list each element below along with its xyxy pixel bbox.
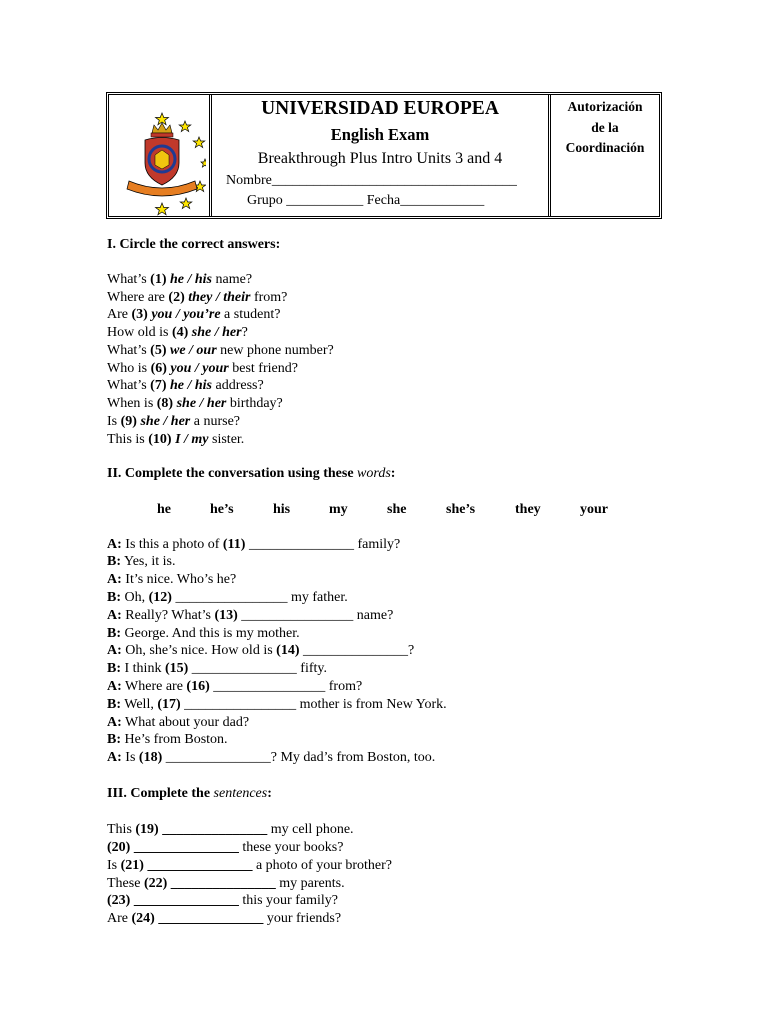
- item-number: (23): [107, 893, 131, 908]
- q-text: What’s: [107, 378, 151, 393]
- speaker: A:: [107, 643, 122, 658]
- speaker: A:: [107, 572, 122, 587]
- question-line: [107, 361, 298, 377]
- sentence-line: [107, 858, 392, 874]
- speaker: B:: [107, 554, 121, 569]
- authorization-cell: [551, 95, 659, 216]
- q-text: Where are: [107, 290, 169, 305]
- q-options[interactable]: they / their: [184, 290, 251, 305]
- sentence-line: [107, 840, 343, 856]
- dialogue-line: [107, 572, 236, 588]
- q-number: (5): [150, 343, 167, 358]
- sentence-text: Are: [107, 911, 132, 926]
- sentence-text: a photo of your brother?: [252, 858, 393, 873]
- section2-title: [107, 466, 395, 482]
- item-number: (20): [107, 840, 131, 855]
- item-number: (16): [186, 679, 210, 694]
- q-text: from?: [250, 290, 288, 305]
- sentence-line: [107, 893, 338, 909]
- q-options[interactable]: she / her: [173, 396, 227, 411]
- q-text: Is: [107, 414, 121, 429]
- word-bank-item: he: [157, 502, 171, 517]
- auth-line: Autorización: [567, 99, 643, 114]
- exam-title: English Exam: [330, 125, 430, 144]
- question-line: [107, 307, 280, 323]
- title-cell: [212, 95, 551, 216]
- speaker: A:: [107, 715, 122, 730]
- section2-title-end: :: [390, 466, 396, 481]
- dialogue-blank[interactable]: ________________ from?: [209, 679, 363, 694]
- dialogue-text: I think: [121, 661, 165, 676]
- dialogue-line: [107, 715, 249, 731]
- q-text: birthday?: [226, 396, 283, 411]
- dialogue-text: Is: [121, 750, 139, 765]
- dialogue-line: [107, 608, 393, 624]
- dialogue-text: Where are: [121, 679, 187, 694]
- section3-title-end: :: [267, 786, 272, 801]
- sentence-line: [107, 911, 341, 927]
- sentence-text: my cell phone.: [267, 822, 354, 837]
- sentence-blank[interactable]: _______________: [130, 840, 239, 855]
- exam-units: Breakthrough Plus Intro Units 3 and 4: [257, 150, 503, 167]
- dialogue-text: Really? What’s: [121, 608, 215, 623]
- q-text: best friend?: [228, 361, 298, 376]
- word-bank-item: his: [273, 502, 291, 517]
- q-options[interactable]: he / his: [166, 378, 212, 393]
- q-text: address?: [212, 378, 264, 393]
- dialogue-line: [107, 732, 228, 748]
- q-number: (1): [150, 272, 167, 287]
- sentence-text: This: [107, 822, 136, 837]
- dialogue-blank[interactable]: _______________?: [299, 643, 415, 658]
- q-options[interactable]: we / our: [166, 343, 217, 358]
- question-line: [107, 414, 240, 430]
- q-number: (3): [131, 307, 148, 322]
- dialogue-line: [107, 626, 300, 642]
- q-options[interactable]: I / my: [171, 432, 209, 447]
- item-number: (11): [222, 537, 246, 552]
- sentence-line: [107, 876, 345, 892]
- dialogue-line: [107, 750, 435, 766]
- word-bank-item: they: [515, 502, 541, 517]
- dialogue-text: He’s from Boston.: [121, 732, 228, 747]
- question-line: [107, 325, 248, 341]
- q-text: a student?: [220, 307, 281, 322]
- q-text: How old is: [107, 325, 172, 340]
- sentence-text: your friends?: [263, 911, 342, 926]
- speaker: B:: [107, 590, 121, 605]
- word-bank-item: my: [329, 502, 348, 517]
- authorization-text: [551, 97, 659, 159]
- q-text: What’s: [107, 272, 151, 287]
- dialogue-line: [107, 697, 447, 713]
- dialogue-line: [107, 643, 414, 659]
- dialogue-text: Yes, it is.: [121, 554, 176, 569]
- word-bank-item: she: [387, 502, 407, 517]
- item-number: (19): [135, 822, 159, 837]
- sentence-text: these your books?: [238, 840, 344, 855]
- speaker: B:: [107, 661, 121, 676]
- sentence-blank[interactable]: _______________: [130, 893, 239, 908]
- dialogue-blank[interactable]: ________________ my father.: [171, 590, 348, 605]
- section3-title-text: III. Complete the: [107, 786, 214, 801]
- q-number: (8): [156, 396, 174, 411]
- section1-title: I. Circle the correct answers:: [107, 237, 281, 252]
- q-options[interactable]: you / you’re: [147, 307, 221, 322]
- dialogue-text: Well,: [121, 697, 158, 712]
- item-number: (14): [276, 643, 300, 658]
- question-line: [107, 272, 252, 288]
- item-number: (18): [138, 750, 163, 765]
- sentence-line: [107, 822, 354, 838]
- speaker: B:: [107, 697, 121, 712]
- item-number: (17): [157, 697, 181, 712]
- question-line: [107, 396, 283, 412]
- q-options[interactable]: she / her: [136, 414, 191, 429]
- q-number: (7): [150, 378, 167, 393]
- dialogue-blank[interactable]: _______________ fifty.: [188, 661, 327, 676]
- q-text: ?: [241, 325, 248, 340]
- dialogue-text: Is this a photo of: [121, 537, 223, 552]
- section2-title-italic: words: [357, 466, 391, 481]
- sentence-blank[interactable]: _______________: [143, 858, 253, 873]
- speaker: A:: [107, 608, 122, 623]
- q-options[interactable]: she / her: [188, 325, 242, 340]
- speaker: A:: [107, 537, 122, 552]
- q-number: (6): [150, 361, 167, 376]
- q-number: (9): [120, 414, 137, 429]
- university-name: UNIVERSIDAD EUROPEA: [261, 98, 499, 119]
- question-line: [107, 290, 287, 306]
- q-number: (2): [168, 290, 185, 305]
- sentence-text: this your family?: [238, 893, 338, 908]
- speaker: A:: [107, 750, 122, 765]
- q-text: sister.: [208, 432, 245, 447]
- dialogue-blank[interactable]: _______________? My dad’s from Boston, too.: [162, 750, 436, 765]
- dialogue-text: George. And this is my mother.: [121, 626, 300, 641]
- word-bank-item: she’s: [446, 502, 476, 517]
- q-text: a nurse?: [190, 414, 241, 429]
- q-options[interactable]: he / his: [166, 272, 212, 287]
- auth-line: Coordinación: [565, 140, 645, 155]
- section3-title: [107, 786, 272, 802]
- sentence-text: Is: [107, 858, 121, 873]
- q-text: When is: [107, 396, 157, 411]
- speaker: B:: [107, 626, 121, 641]
- q-text: Who is: [107, 361, 151, 376]
- item-number: (15): [164, 661, 189, 676]
- q-number: (10): [148, 432, 172, 447]
- item-number: (13): [214, 608, 238, 623]
- q-number: (4): [171, 325, 189, 340]
- item-number: (21): [120, 858, 144, 873]
- q-options[interactable]: you / your: [166, 361, 229, 376]
- word-bank-item: he’s: [210, 502, 234, 517]
- dialogue-blank[interactable]: ________________ mother is from New York.: [180, 697, 447, 712]
- q-text: Are: [107, 307, 132, 322]
- section2-title-text: II. Complete the conversation using these: [107, 466, 358, 481]
- item-number: (24): [131, 911, 155, 926]
- section3-title-italic: sentences: [213, 786, 268, 801]
- dialogue-blank[interactable]: ________________ name?: [237, 608, 394, 623]
- sentence-blank[interactable]: _______________: [158, 822, 268, 837]
- dialogue-line: [107, 590, 348, 606]
- dialogue-line: [107, 554, 175, 570]
- dialogue-line: [107, 679, 362, 695]
- q-text: What’s: [107, 343, 151, 358]
- q-text: This is: [107, 432, 149, 447]
- q-text: new phone number?: [216, 343, 334, 358]
- dialogue-text: Oh, she’s nice. How old is: [121, 643, 277, 658]
- q-text: name?: [212, 272, 253, 287]
- dialogue-text: Oh,: [121, 590, 149, 605]
- dialogue-text: What about your dad?: [121, 715, 250, 730]
- sentence-blank[interactable]: _______________: [154, 911, 264, 926]
- header-box: [106, 92, 662, 219]
- auth-line: de la: [591, 119, 619, 135]
- item-number: (12): [148, 590, 172, 605]
- speaker: A:: [107, 679, 122, 694]
- logo-cell: [109, 95, 212, 216]
- dialogue-text: It’s nice. Who’s he?: [121, 572, 237, 587]
- speaker: B:: [107, 732, 121, 747]
- grupo-fecha-field[interactable]: Grupo ___________ Fecha____________: [247, 193, 485, 208]
- word-bank-item: your: [580, 502, 608, 517]
- nombre-field[interactable]: Nombre___________________________________: [226, 173, 517, 188]
- dialogue-line: [107, 537, 400, 553]
- question-line: [107, 432, 244, 448]
- question-line: [107, 343, 334, 359]
- university-crest-logo: [109, 95, 206, 216]
- sentence-blank[interactable]: _______________: [167, 876, 276, 891]
- dialogue-line: [107, 661, 327, 677]
- question-line: [107, 378, 264, 394]
- sentence-text: my parents.: [275, 876, 345, 891]
- dialogue-blank[interactable]: _______________ family?: [245, 537, 401, 552]
- sentence-text: These: [107, 876, 144, 891]
- item-number: (22): [143, 876, 168, 891]
